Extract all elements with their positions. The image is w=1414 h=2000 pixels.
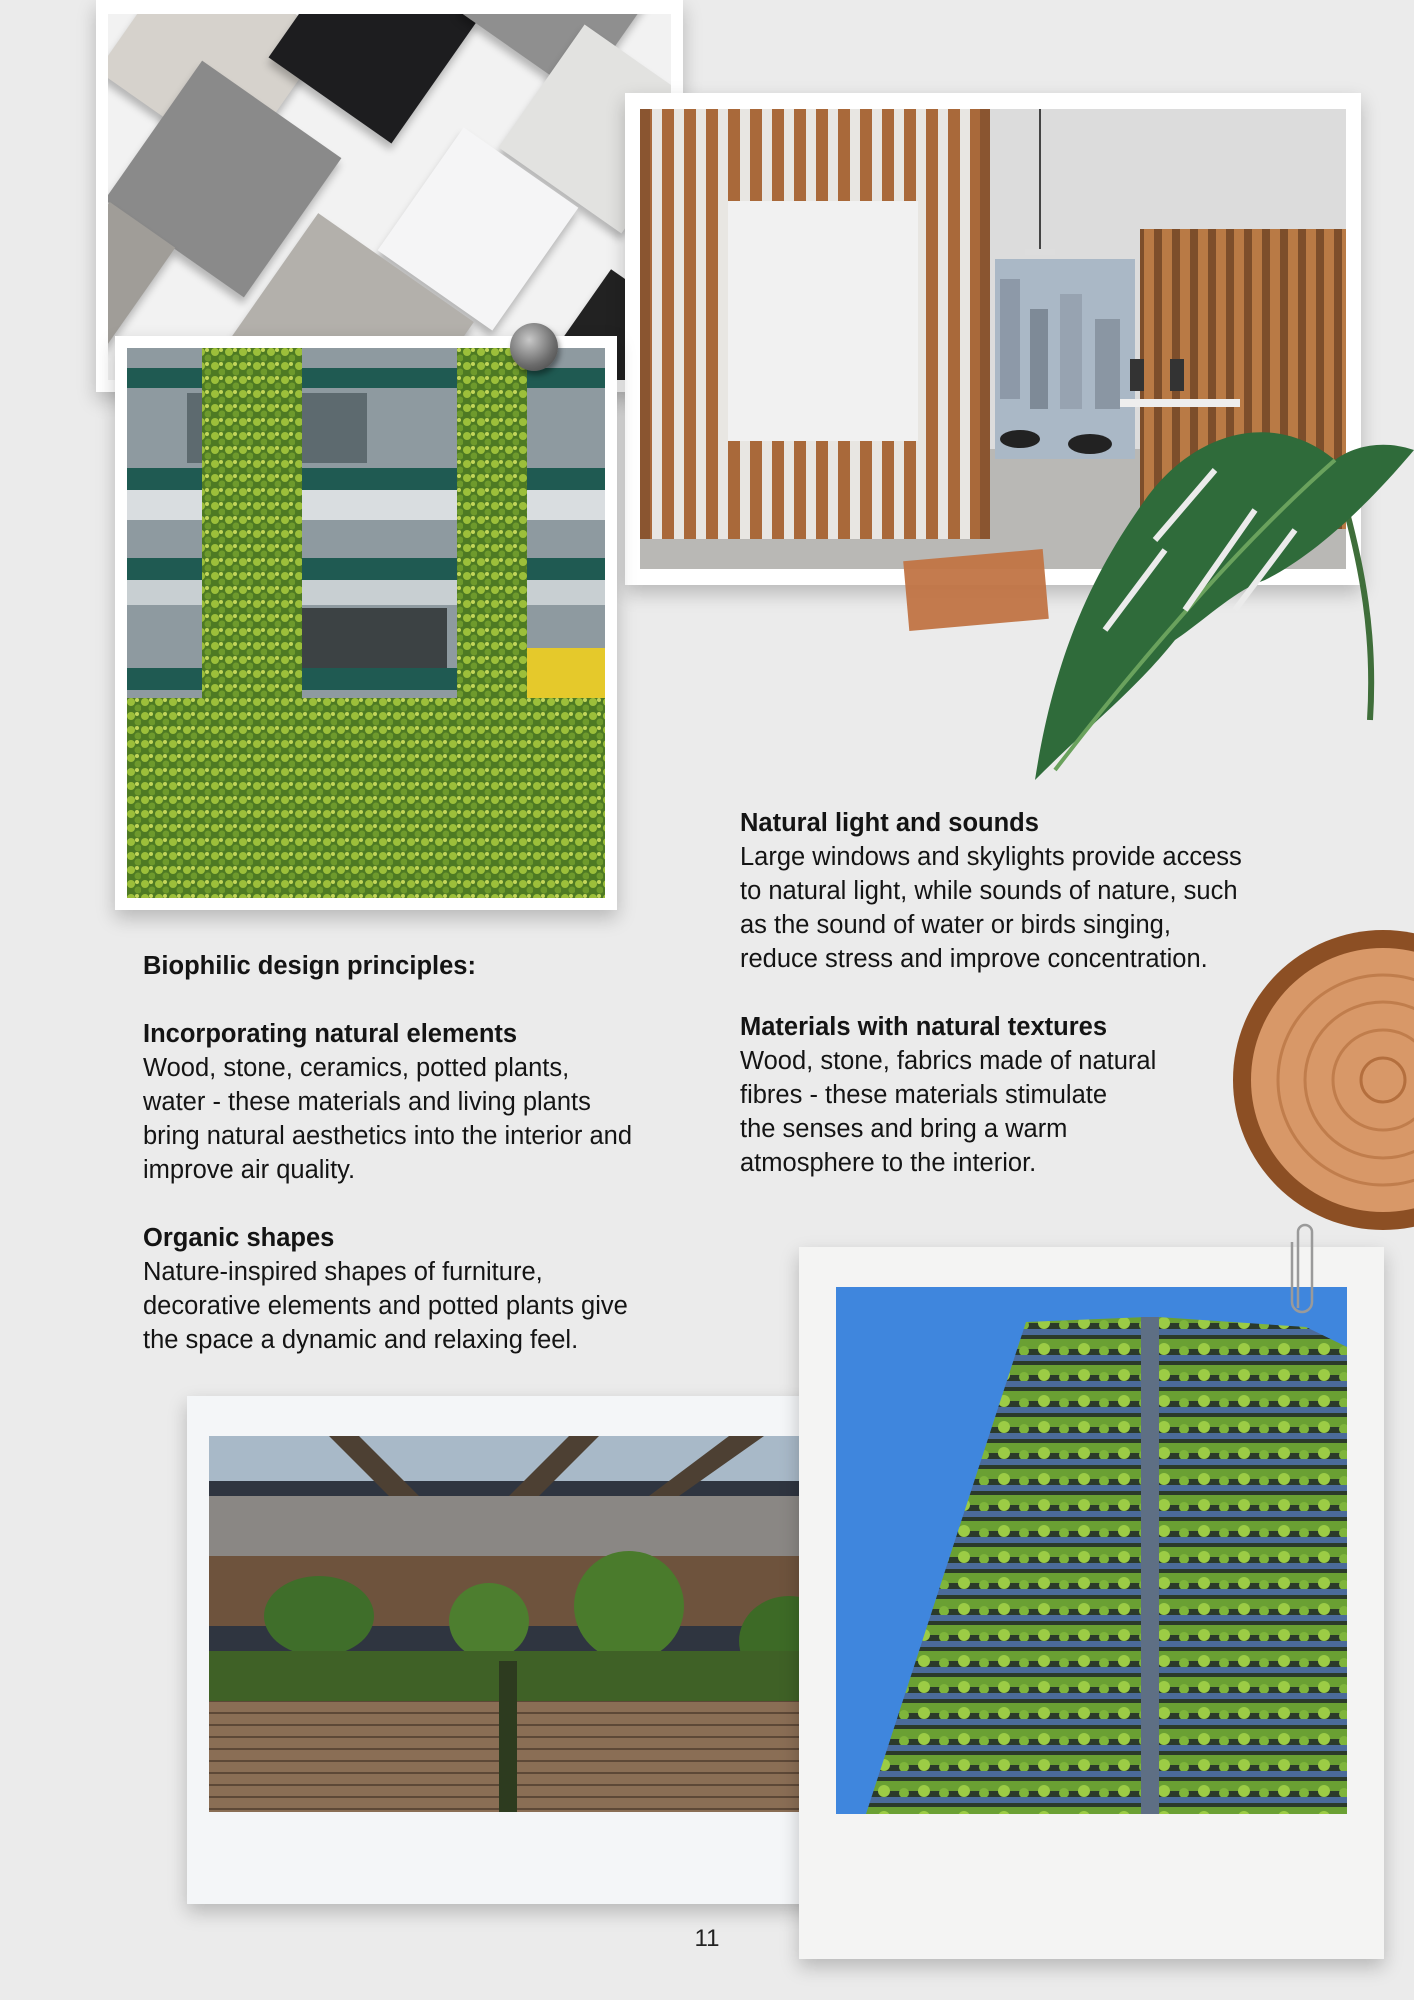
section-title: Materials with natural textures	[740, 1013, 1108, 1041]
section-title: Natural light and sounds	[740, 809, 1039, 837]
section-title: Incorporating natural elements	[143, 1020, 518, 1048]
section-line: water - these materials and living plants	[143, 1088, 591, 1116]
right-text-column	[740, 806, 1300, 1180]
section-line: Nature-inspired shapes of furniture,	[143, 1258, 543, 1286]
tiles-photo-frame	[96, 0, 683, 392]
terrace-illustration	[209, 1436, 827, 1812]
terrace-photo-frame	[187, 1396, 827, 1904]
section-title: Organic shapes	[143, 1224, 335, 1252]
section-line: improve air quality.	[143, 1156, 356, 1184]
section-line: atmosphere to the interior.	[740, 1149, 1037, 1177]
section-line: Wood, stone, ceramics, potted plants,	[143, 1054, 570, 1082]
tape-strip	[903, 549, 1049, 631]
section-line: the senses and bring a warm	[740, 1115, 1068, 1143]
left-text-column	[143, 949, 703, 1357]
ivy-illustration	[127, 348, 605, 898]
section-line: decorative elements and potted plants give	[143, 1292, 628, 1320]
ivy-photo-frame	[115, 336, 617, 910]
section-line: bring natural aesthetics into the interior and	[143, 1122, 633, 1150]
vertical-garden-tower-photo	[836, 1287, 1347, 1814]
principles-heading: Biophilic design principles:	[143, 952, 476, 980]
section-line: fibres - these materials stimulate	[740, 1081, 1108, 1109]
section-line: as the sound of water or birds singing,	[740, 911, 1171, 939]
tower-photo-frame	[799, 1247, 1384, 1959]
monstera-leaf-icon	[1035, 390, 1414, 810]
tile	[269, 14, 478, 143]
ivy-green-facade-photo	[127, 348, 605, 898]
pushpin-icon	[510, 323, 558, 371]
garden-terrace-photo	[209, 1436, 827, 1812]
tile-samples-photo	[108, 14, 671, 380]
section-line: to natural light, while sounds of nature, such	[740, 877, 1238, 905]
section-line: Wood, stone, fabrics made of natural	[740, 1047, 1157, 1075]
section-line: the space a dynamic and relaxing feel.	[143, 1326, 579, 1354]
tower-illustration	[836, 1287, 1347, 1814]
section-line: Large windows and skylights provide access	[740, 843, 1242, 871]
page-number: 11	[694, 1925, 720, 1952]
section-line: reduce stress and improve concentration.	[740, 945, 1208, 973]
